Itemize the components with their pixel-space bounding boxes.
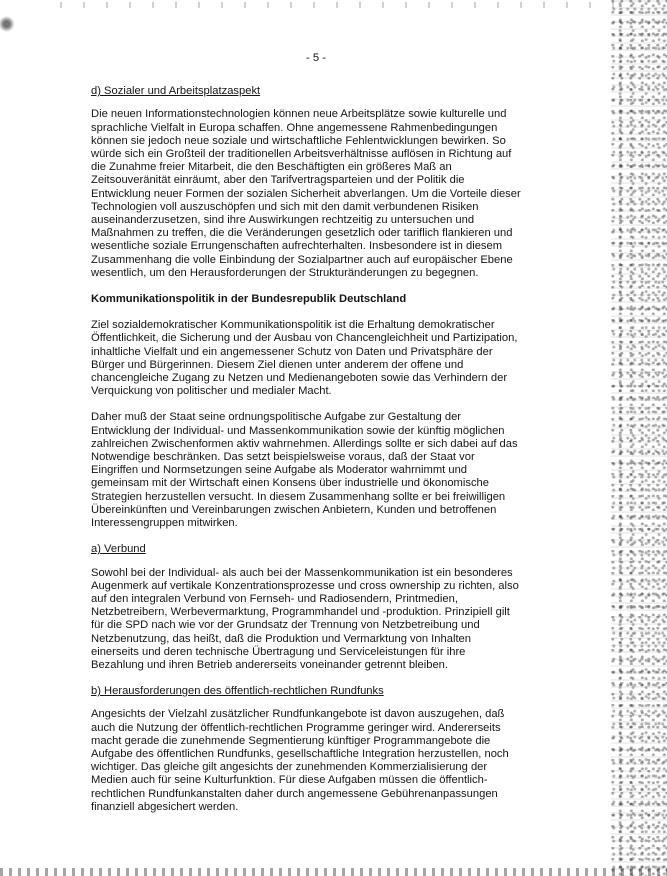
scan-smudge-left	[0, 0, 22, 60]
scan-noise-bottom-edge	[0, 868, 667, 876]
kommunikationspolitik-heading: Kommunikationspolitik in der Bundesrepublik Deutschland	[91, 293, 407, 306]
section-b-heading: b) Herausforderungen des öffentlich-rechtlichen Rundfunks	[91, 685, 384, 698]
section-a-paragraph: Sowohl bei der Individual- als auch bei der Massenkommunikation ist ein besonderes Augenmerk auf vertikale Konzentrationsprozesse und cross ownership zu richten, also auf den integralen Verbund von Fernseh- und Radiosendern, Printmedien, Netzbetreibern, Werbevermarktung, Programmhandel und -produktion. Prinzipiell gilt für die SPD nach wie vor der Grundsatz der Trennung von Netzbetreibung und Netzbenutzung, das heißt, daß die Produktion und Vermarktung von Inhalten einerseits und deren technische Übertragung und Serviceleistungen für ihre Bezahlung und ihren Betrieb andererseits voneinander getrennt bleiben.	[91, 566, 519, 671]
section-a-heading: a) Verbund	[91, 543, 146, 556]
page-number: - 5 -	[306, 52, 326, 64]
scan-noise-top	[60, 2, 620, 8]
section-d-paragraph: Die neuen Informationstechnologien können neue Arbeitsplätze sowie kulturelle und sprachliche Vielfalt in Europa schaffen. Ohne angemessene Rahmenbedingungen können sie jedoch neue soziale und wirtschaftliche Fehlentwicklungen bewirken. So würde sich ein Großteil der traditionellen Arbeitsverhältnisse auflösen in Richtung auf die Zunahme freier Mitarbeit, die den Beschäftigten ein größeres Maß an Zeitsouveränität einräumt, aber den Tarifvertragsparteien und der Politik die Entwicklung neuer Formen der sozialen Sicherheit abverlangen. Um die Vorteile dieser Technologien voll auszuschöpfen und sich mit den damit verbundenen Risiken auseinanderzusetzen, sind ihre Auswirkungen rechtzeitig zu untersuchen und Maßnahmen zu treffen, die die Veränderungen gesetzlich oder tariflich flankieren und wesentliche soziale Errungenschaften aufrechterhalten. Insbesondere ist in diesem Zusammenhang die volle Einbindung der Sozialpartner auch auf europäischer Ebene wesentlich, um den Herausforderungen der Strukturänderungen zu begegnen.	[91, 108, 521, 279]
kommunikationspolitik-paragraph-2: Daher muß der Staat seine ordnungspolitische Aufgabe zur Gestaltung der Entwicklung der Individual- und Massenkommunikation sowie der künftig möglichen zahlreichen Zwischenformen aktiv wahrnehmen. Allerdings sollte er sich dabei auf das Notwendige beschränken. Das setzt beispielsweise voraus, daß der Staat vor Eingriffen und Normsetzungen seine Aufgabe als Moderator wahrnimmt und gemeinsam mit der Wirtschaft einen Konsens über industrielle und ökonomische Strategien herzustellen versucht. In diesem Zusammenhang sollte er bei freiwilligen Übereinkünften und Vereinbarungen zwischen Anbietern, Kunden und betroffenen Interessengruppen mitwirken.	[91, 411, 518, 530]
section-b-paragraph: Angesichts der Vielzahl zusätzlicher Rundfunkangebote ist davon auszugehen, daß auch die Nutzung der öffentlich-rechtlichen Programme geringer wird. Andererseits macht gerade die zunehmende Segmentierung künftiger Programmangebote die Aufgabe des öffentlichen Rundfunks, gesellschaftliche Integration herzustellen, noch wichtiger. Das gleiche gilt angesichts der zunehmenden Kommerzialisierung der Medien auch für seine Kulturfunktion. Für diese Aufgaben müssen die öffentlich-rechtlichen Rundfunkanstalten daher durch angemessene Gebührenanpassungen finanziell abgesichert werden.	[91, 708, 509, 813]
kommunikationspolitik-paragraph-1: Ziel sozialdemokratischer Kommunikationspolitik ist die Erhaltung demokratischer Öffentlichkeit, die Sicherung und der Ausbau von Chancengleichheit und Partizipation, inhaltliche Vielfalt und ein angemessener Schutz von Daten und Privatsphäre der Bürger und Bürgerinnen. Diesem Ziel dienen unter anderem der offene und chancengleiche Zugang zu Netzen und Medienangeboten sowie das Verhindern der Verquickung von politischer und medialer Macht.	[91, 319, 518, 398]
section-d-heading: d) Sozialer und Arbeitsplatzaspekt	[91, 85, 261, 98]
scan-noise-right-edge	[611, 0, 667, 876]
document-page	[91, 52, 521, 827]
